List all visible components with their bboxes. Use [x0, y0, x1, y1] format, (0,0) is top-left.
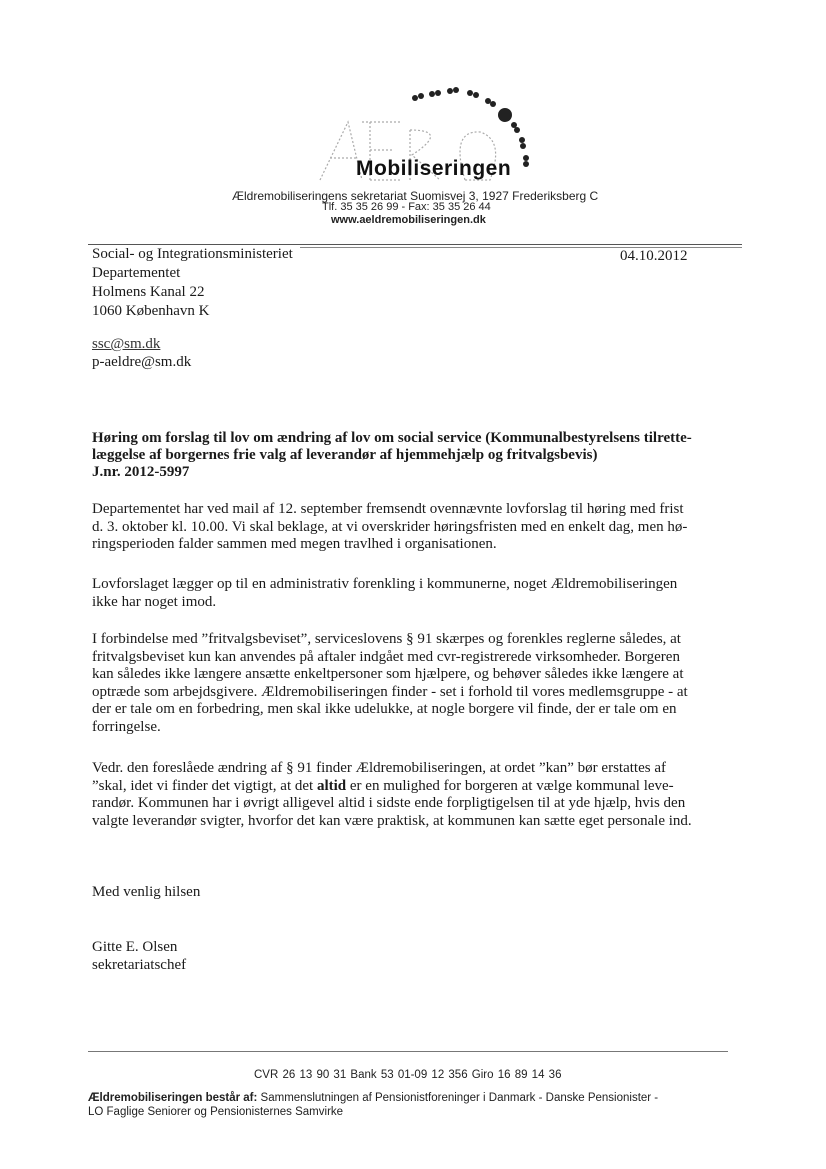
paragraph-line: fritvalgsbeviset kun kan anvendes på aftaler indgået med cvr-registrerede virksomheder. Borgeren — [92, 648, 680, 665]
paragraph-line: I forbindelse med ”fritvalgsbeviset”, serviceslovens § 91 skærpes og forenkles reglerne således, at — [92, 631, 681, 647]
footer-members-label: Ældremobiliseringen består af: — [88, 1092, 258, 1104]
paragraph-line: d. 3. oktober kl. 10.00. Vi skal beklage, at vi overskrider høringsfristen med en enkelt dag, men hø- — [92, 518, 688, 535]
letterhead-website[interactable]: www.aeldremobiliseringen.dk — [331, 214, 486, 226]
recipient-line: 1060 København K — [92, 303, 210, 319]
paragraph-line: valgte leverandør svigter, hvorfor det kan være praktisk, at kommunen kan sætte eget personale ind. — [92, 812, 692, 829]
letterhead-phone-fax: Tlf. 35 35 26 99 - Fax: 35 35 26 44 — [322, 201, 491, 213]
subject-line: Høring om forslag til lov om ændring af lov om social service (Kommunalbestyrelsens tilrette- — [92, 430, 692, 446]
email-link[interactable]: ssc@sm.dk — [92, 336, 161, 352]
footer-member-organizations — [88, 1091, 728, 1119]
body-paragraph — [92, 631, 742, 736]
paragraph-line: forringelse. — [92, 718, 161, 735]
recipient-line: Social- og Integrationsministeriet — [92, 246, 293, 262]
signatory-title: sekretariatschef — [92, 957, 187, 973]
case-number: J.nr. 2012-5997 — [92, 464, 190, 480]
signature-block — [92, 938, 186, 974]
paragraph-line — [92, 778, 742, 796]
paragraph-line: Departementet har ved mail af 12. september fremsendt ovennævnte lovforslag til høring med frist — [92, 501, 684, 517]
recipient-address — [92, 245, 293, 321]
footer-registration-ids: CVR 26 13 90 31 Bank 53 01-09 12 356 Giro 16 89 14 36 — [254, 1069, 562, 1081]
letterhead-org-name: Mobiliseringen — [356, 157, 512, 180]
paragraph-line: kan således ikke længere ansætte enkeltpersoner som hjælpere, og behøver således ikke længere at — [92, 666, 684, 682]
body-paragraph — [92, 576, 742, 611]
paragraph-line: Lovforslaget lægger op til en administrativ forenkling i kommunerne, noget Ældremobiliseringen — [92, 576, 678, 592]
footer-members-text: LO Faglige Seniorer og Pensionisternes Samvirke — [88, 1106, 344, 1118]
paragraph-line: ringsperioden falder sammen med megen travlhed i organisationen. — [92, 536, 497, 552]
email-text[interactable]: p-aeldre@sm.dk — [92, 354, 192, 370]
paragraph-line: Vedr. den foreslåede ændring af § 91 finder Ældremobiliseringen, at ordet ”kan” bør erstattes af — [92, 760, 666, 776]
recipient-line: Departementet — [92, 265, 181, 281]
signatory-name: Gitte E. Olsen — [92, 939, 178, 955]
paragraph-line: der er tale om en forbedring, men skal ikke udelukke, at nogle borgere vil finde, der er tale om en — [92, 701, 677, 717]
body-paragraph — [92, 501, 742, 554]
paragraph-line: randør. Kommunen har i øvrigt alligevel altid i sidste ende forpligtigelsen til at yde hjælp, hvis den — [92, 795, 686, 811]
subject-line: læggelse af borgernes frie valg af leverandør af hjemmehjælp og fritvalgsbevis) — [92, 447, 598, 463]
paragraph-line: ikke har noget imod. — [92, 593, 217, 610]
text-run: er en mulighed for borgeren at vælge kommunal leve- — [346, 777, 674, 794]
footer-members-text: Sammenslutningen af Pensionistforeninger i Danmark - Danske Pensionister - — [257, 1092, 659, 1104]
footer-divider — [88, 1051, 728, 1052]
text-run: ”skal, idet vi finder det vigtigt, at det — [92, 777, 317, 794]
emphasis-text: altid — [316, 777, 347, 794]
recipient-line: Holmens Kanal 22 — [92, 284, 205, 300]
recipient-emails — [92, 335, 191, 371]
letterhead-address: Ældremobiliseringens sekretariat Suomisvej 3, 1927 Frederiksberg C — [232, 189, 599, 203]
letter-subject — [92, 430, 742, 481]
closing-salutation: Med venlig hilsen — [92, 884, 201, 900]
paragraph-line: optræde som arbejdsgivere. Ældremobiliseringen finder - set i forhold til vores medlemsgruppe - at — [92, 683, 688, 700]
body-paragraph — [92, 760, 742, 830]
letter-date: 04.10.2012 — [620, 248, 688, 264]
